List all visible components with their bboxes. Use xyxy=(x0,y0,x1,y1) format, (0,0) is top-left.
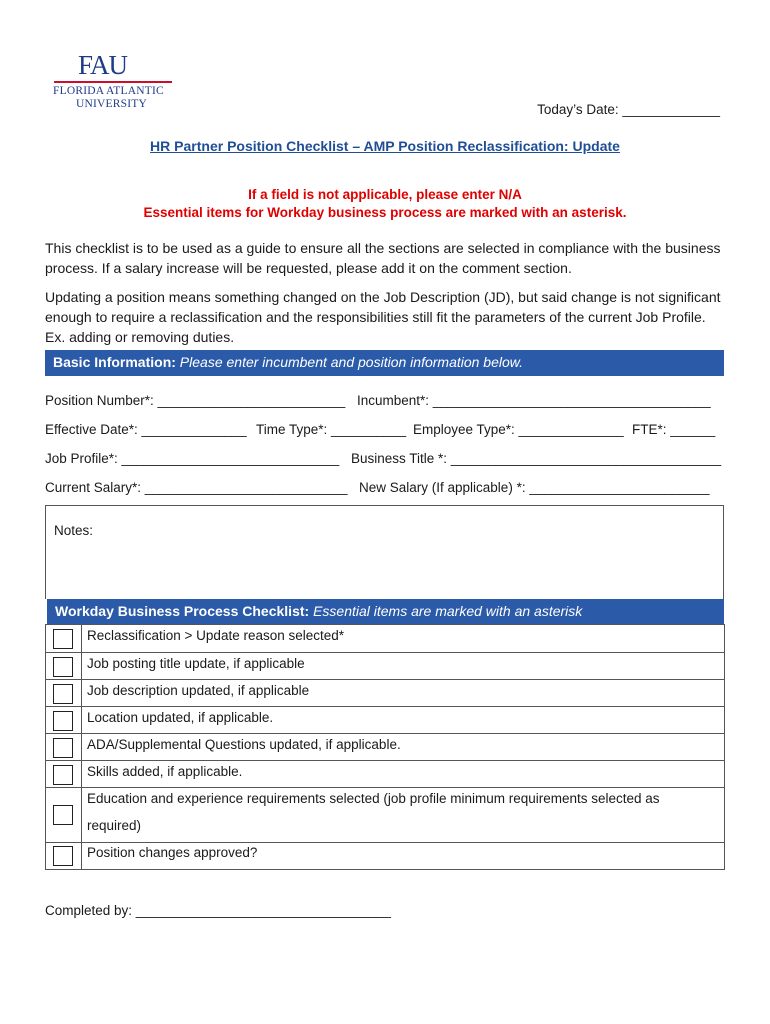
notes-box[interactable] xyxy=(45,505,724,599)
checkbox[interactable] xyxy=(53,738,73,758)
notes-label: Notes: xyxy=(54,523,94,538)
effective-date-field[interactable]: Effective Date*: ______________ xyxy=(45,422,247,437)
current-salary-field[interactable]: Current Salary*: ___________________________ xyxy=(45,480,348,495)
checklist-row xyxy=(46,734,724,761)
checklist-item-label: ADA/Supplemental Questions updated, if applicable. xyxy=(87,737,401,752)
checklist-item-label: Skills added, if applicable. xyxy=(87,764,243,779)
document-title: HR Partner Position Checklist – AMP Position Reclassification: Update xyxy=(150,138,620,154)
checklist-header xyxy=(47,599,724,624)
employee-type-field[interactable]: Employee Type*: ______________ xyxy=(413,422,624,437)
intro-paragraph: This checklist is to be used as a guide to ensure all the sections are selected in compliance with the business process. If a salary increase will be requested, please add it on the comment section. xyxy=(45,240,721,276)
todays-date-field[interactable]: Today’s Date: _____________ xyxy=(537,102,720,117)
checkbox[interactable] xyxy=(53,846,73,866)
basic-info-subtitle: Please enter incumbent and position information below. xyxy=(175,354,524,370)
basic-info-header xyxy=(45,350,724,376)
update-explanation-paragraph: Updating a position means something changed on the Job Description (JD), but said change is not significant enough to require a reclassification and the responsibilities still fit the parameters of the current Job Profile. Ex. adding or removing duties. xyxy=(45,289,721,345)
checkbox[interactable] xyxy=(53,684,73,704)
time-type-field[interactable]: Time Type*: __________ xyxy=(256,422,407,437)
logo-wordmark: FAU xyxy=(78,50,128,80)
checklist-row xyxy=(46,788,724,843)
checklist-row xyxy=(46,625,724,653)
notice-na: If a field is not applicable, please enter N/A xyxy=(248,187,522,202)
checklist-item-label: Position changes approved? xyxy=(87,845,258,860)
new-salary-field[interactable]: New Salary (If applicable) *: ________________________ xyxy=(359,480,710,495)
checklist-row xyxy=(46,707,724,734)
checklist-item-label: Job description updated, if applicable xyxy=(87,683,310,698)
completed-by-field[interactable]: Completed by: __________________________________ xyxy=(45,903,392,918)
checklist-row xyxy=(46,653,724,680)
checklist-row xyxy=(46,761,724,788)
checklist-row xyxy=(46,843,724,869)
checklist-table xyxy=(45,624,725,870)
checklist-title: Workday Business Process Checklist: xyxy=(55,603,310,619)
basic-info-title: Basic Information: xyxy=(53,354,176,370)
notice-essential: Essential items for Workday business process are marked with an asterisk. xyxy=(143,205,627,220)
checklist-item-label: Education and experience requirements selected (job profile minimum requirements selected as required) xyxy=(87,791,660,833)
checkbox[interactable] xyxy=(53,765,73,785)
checklist-subtitle: Essential items are marked with an asterisk xyxy=(309,603,583,619)
fte-field[interactable]: FTE*: ______ xyxy=(632,422,716,437)
checklist-row xyxy=(46,680,724,707)
fau-logo xyxy=(50,48,176,108)
logo-rule xyxy=(54,81,172,83)
incumbent-field[interactable]: Incumbent*: _____________________________________ xyxy=(357,393,711,408)
checkbox[interactable] xyxy=(53,805,73,825)
checkbox[interactable] xyxy=(53,711,73,731)
checkbox[interactable] xyxy=(53,629,73,649)
job-profile-field[interactable]: Job Profile*: _____________________________ xyxy=(45,451,340,466)
position-number-field[interactable]: Position Number*: _________________________ xyxy=(45,393,346,408)
business-title-field[interactable]: Business Title *: ____________________________________ xyxy=(351,451,722,466)
checklist-item-label: Reclassification > Update reason selected* xyxy=(87,628,345,643)
checklist-item-label: Job posting title update, if applicable xyxy=(87,656,305,671)
checklist-item-label: Location updated, if applicable. xyxy=(87,710,274,725)
checkbox[interactable] xyxy=(53,657,73,677)
logo-line-1: FLORIDA ATLANTIC xyxy=(53,85,164,97)
logo-line-2: UNIVERSITY xyxy=(76,98,147,110)
